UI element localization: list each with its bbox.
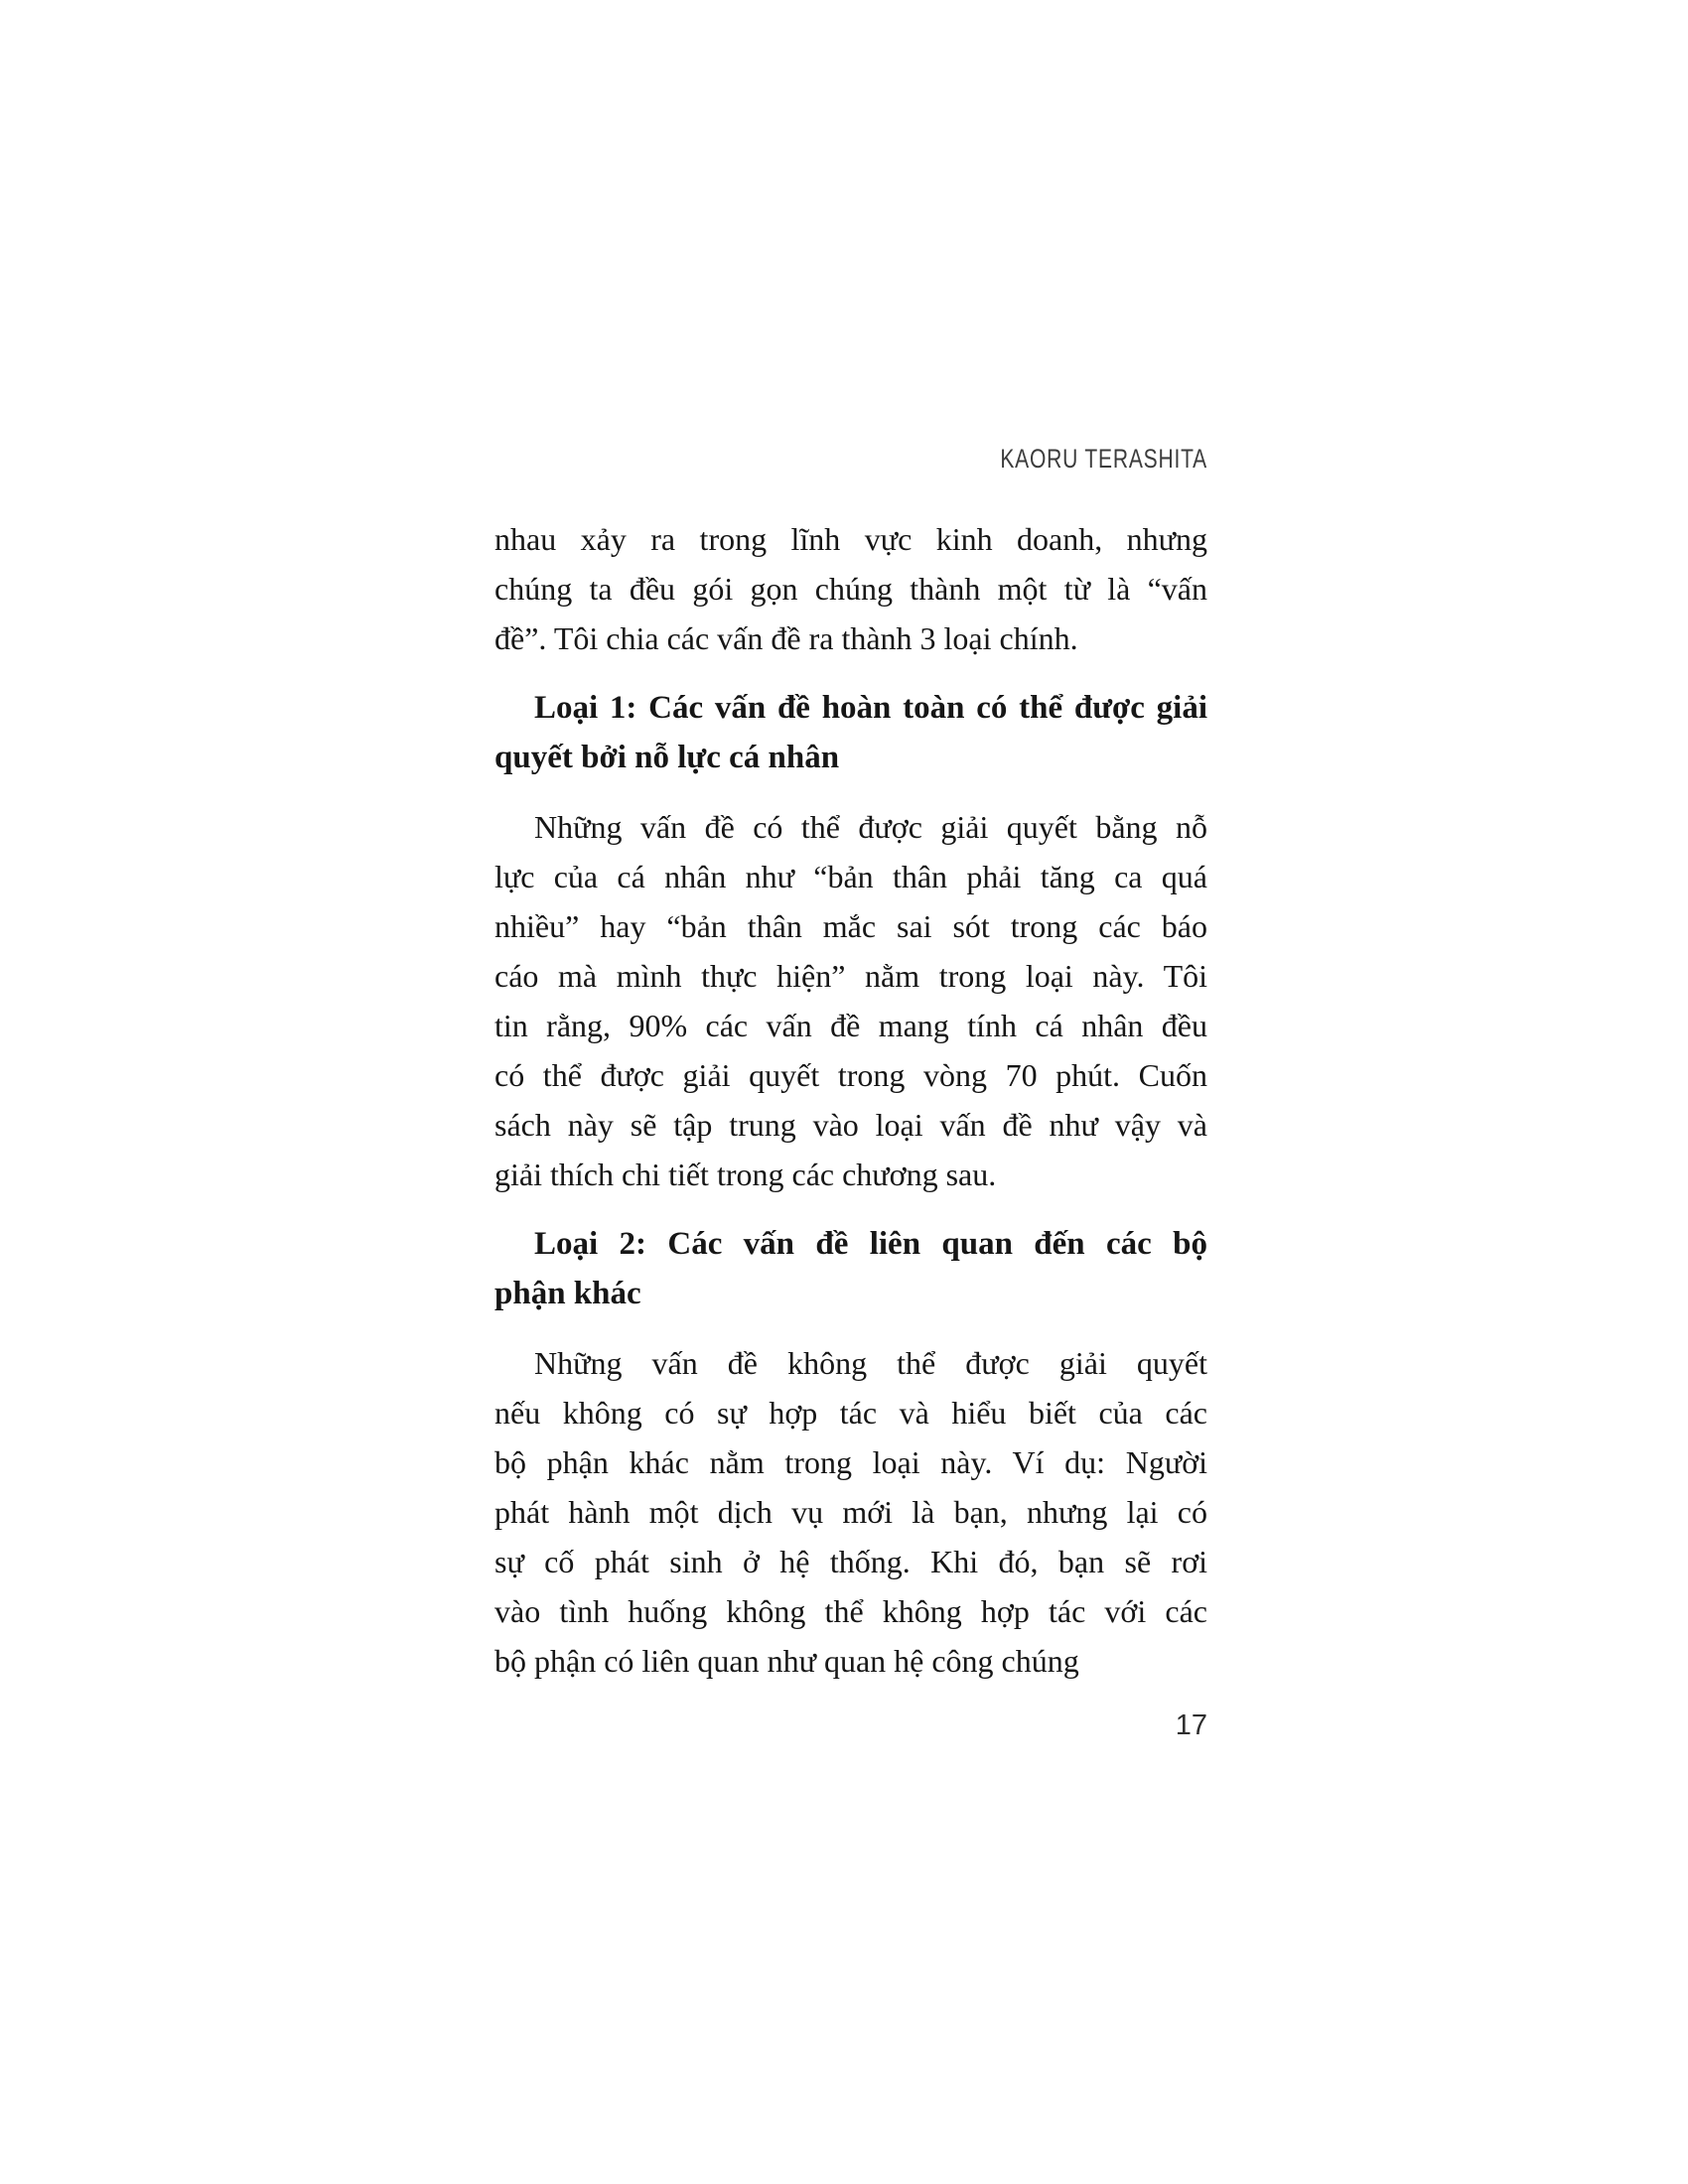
text-line: tin rằng, 90% các vấn đề mang tính cá nhân đều	[494, 1008, 1207, 1043]
text-line: bộ phận có liên quan như quan hệ công chúng	[494, 1643, 1079, 1679]
paragraph-continuation	[494, 514, 1207, 663]
heading-type-2	[494, 1219, 1207, 1318]
text-column	[494, 445, 1207, 1686]
text-line: Loại 2: Các vấn đề liên quan đến các bộ	[534, 1226, 1207, 1262]
text-line: vào tình huống không thể không hợp tác với các	[494, 1593, 1207, 1629]
text-line: phát hành một dịch vụ mới là bạn, nhưng lại có	[494, 1494, 1207, 1530]
text-line: nếu không có sự hợp tác và hiểu biết của các	[494, 1395, 1207, 1431]
text-line: có thể được giải quyết trong vòng 70 phút. Cuốn	[494, 1057, 1207, 1093]
body-text	[494, 514, 1207, 1686]
page-number: 17	[1175, 1709, 1207, 1741]
text-line: bộ phận khác nằm trong loại này. Ví dụ: Người	[494, 1444, 1207, 1480]
text-line: nhiều” hay “bản thân mắc sai sót trong các báo	[494, 908, 1207, 944]
text-line: Những vấn đề có thể được giải quyết bằng nỗ	[534, 809, 1207, 845]
text-line: phận khác	[494, 1276, 641, 1311]
paragraph-type-1	[494, 802, 1207, 1199]
text-line: cáo mà mình thực hiện” nằm trong loại này. Tôi	[494, 958, 1207, 994]
text-line: chúng ta đều gói gọn chúng thành một từ là “vấn	[494, 571, 1207, 607]
text-line: Loại 1: Các vấn đề hoàn toàn có thể được giải	[534, 690, 1207, 726]
paragraph-type-2	[494, 1338, 1207, 1686]
running-header: KAORU TERASHITA	[1000, 444, 1207, 474]
text-line: sách này sẽ tập trung vào loại vấn đề như vậy và	[494, 1107, 1207, 1143]
text-line: sự cố phát sinh ở hệ thống. Khi đó, bạn sẽ rơi	[494, 1544, 1207, 1579]
text-line: Những vấn đề không thể được giải quyết	[534, 1345, 1207, 1381]
text-line: nhau xảy ra trong lĩnh vực kinh doanh, nhưng	[494, 521, 1207, 557]
text-line: đề”. Tôi chia các vấn đề ra thành 3 loại chính.	[494, 620, 1078, 656]
heading-type-1	[494, 683, 1207, 782]
text-line: lực của cá nhân như “bản thân phải tăng ca quá	[494, 859, 1207, 894]
text-line: giải thích chi tiết trong các chương sau.	[494, 1157, 997, 1192]
text-line: quyết bởi nỗ lực cá nhân	[494, 740, 840, 775]
